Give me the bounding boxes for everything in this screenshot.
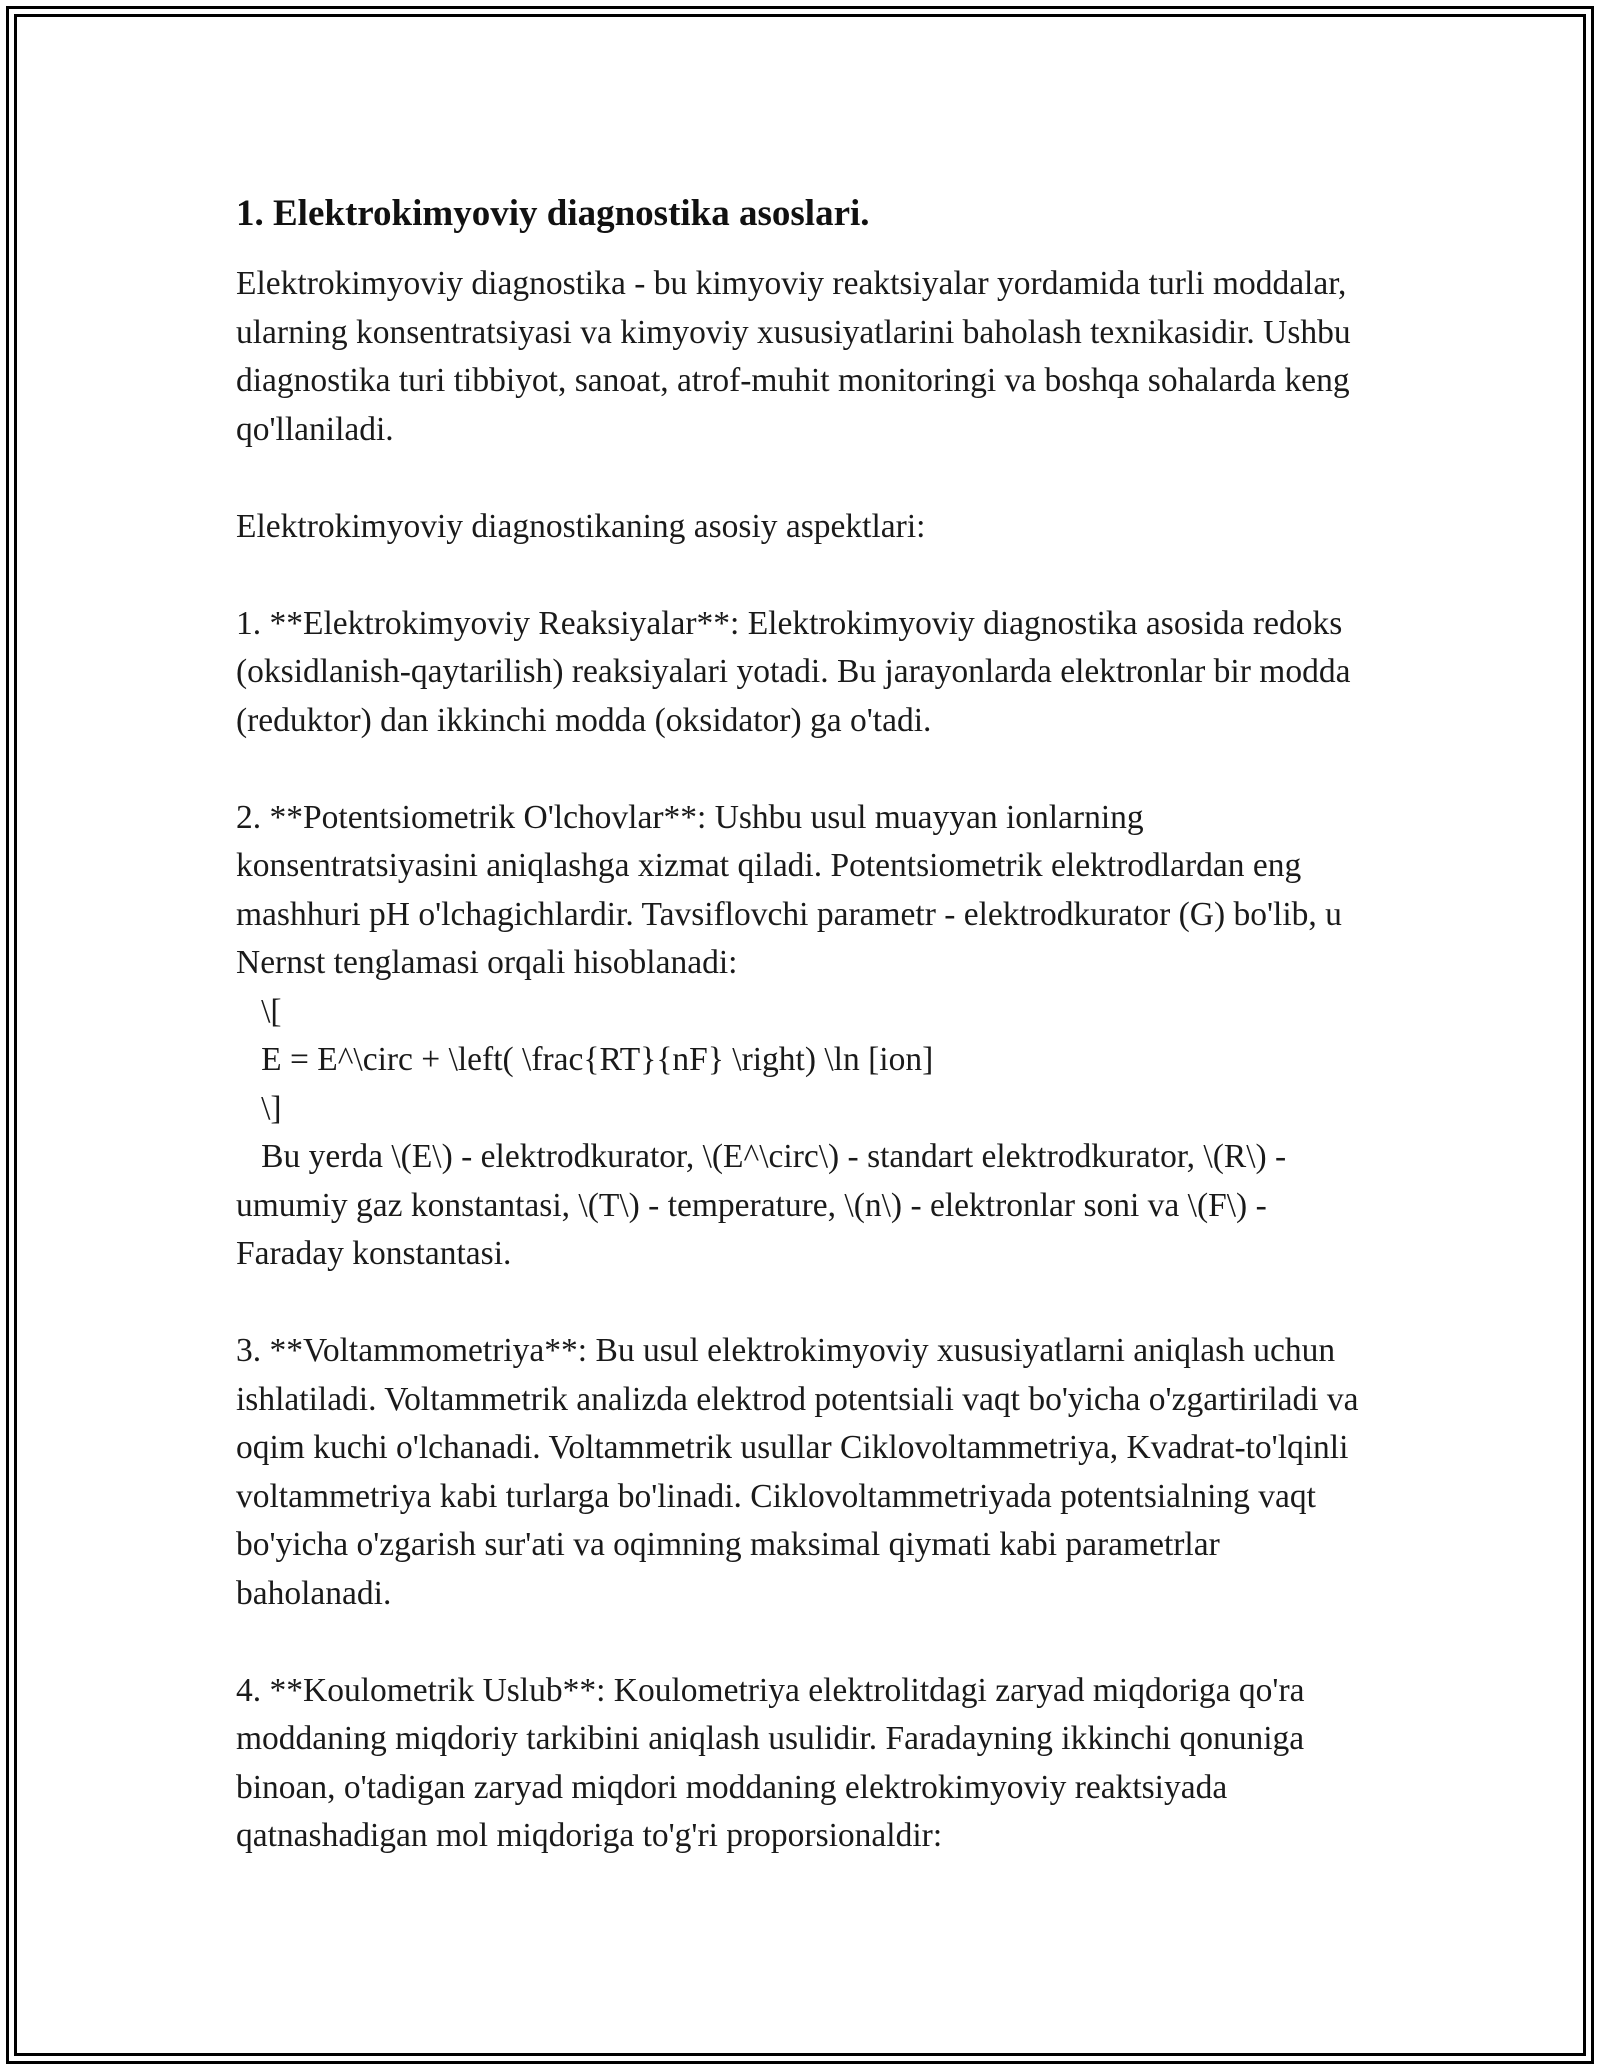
paragraph-gap — [236, 745, 1376, 794]
paragraph-gap — [236, 454, 1376, 503]
list-item-voltammetry: 3. **Voltammometriya**: Bu usul elektrokimyoviy xususiyatlarni aniqlash uchun ishlatiladi. Voltammetrik analizda elektrod potentsiali vaqt bo'yicha o'zgartiriladi va oqim kuchi o'lchanadi. Voltammetrik usullar Ciklovoltammetriya, Kvadrat-to'lqinli voltammetriya kabi turlarga bo'linadi. Ciklovoltammetriyada potentsialning vaqt bo'yicha o'zgarish sur'ati va oqimning maksimal qiymati kabi parametrlar baholanadi. — [236, 1332, 1367, 1612]
nernst-formula: E = E^\circ + \left( \frac{RT}{nF} \right) \ln [ion] — [236, 1041, 934, 1078]
aspects-title: Elektrokimyoviy diagnostikaning asosiy aspektlari: — [236, 507, 926, 545]
formula-note: Bu yerda \(E\) - elektrodkurator, \(E^\circ\) - standart elektrodkurator, \(R\) - umumiy gaz konstantasi, \(T\) - temperature, \(n\) - elektronlar soni va \(F\) - Faraday konstantasi. — [236, 1138, 1295, 1272]
formula-open: \[ — [236, 992, 282, 1030]
intro-paragraph: Elektrokimyoviy diagnostika - bu kimyoviy reaktsiyalar yordamida turli moddalar, ularning konsentratsiyasi va kimyoviy xususiyatlarini baholash texnikasidir. Ushbu diagnostika turi tibbiyot, sanoat, atrof-muhit monitoringi va boshqa sohalarda keng qo'llaniladi. — [236, 265, 1360, 448]
list-item-reactions: 1. **Elektrokimyoviy Reaksiyalar**: Elektrokimyoviy diagnostika asosida redoks (oksidlanish-qaytarilish) reaksiyalari yotadi. Bu jarayonlarda elektronlar bir modda (reduktor) dan ikkinchi modda (oksidator) ga o'tadi. — [236, 604, 1359, 739]
section-heading: 1. Elektrokimyoviy diagnostika asoslari. — [236, 193, 870, 234]
formula-close: \] — [236, 1089, 282, 1127]
list-item-potentiometric: 2. **Potentsiometrik O'lchovlar**: Ushbu usul muayyan ionlarning konsentratsiyasini aniqlashga xizmat qiladi. Potentsiometrik elektrodlardan eng mashhuri pH o'lchagichlardir. Tavsiflovchi parametr - elektrodkurator (G) bo'lib, u Nernst tenglamasi orqali hisoblanadi: — [236, 798, 1351, 981]
list-item-coulometric: 4. **Koulometrik Uslub**: Koulometriya elektrolitdagi zaryad miqdoriga qo'ra moddaning miqdoriy tarkibini aniqlash usulidir. Faradayning ikkinchi qonuniga binoan, o'tadigan zaryad miqdori moddaning elektrokimyoviy reaktsiyada qatnashadigan mol miqdoriga to'g'ri proporsionaldir: — [236, 1671, 1313, 1854]
paragraph-gap — [236, 551, 1376, 600]
paragraph-gap — [236, 1279, 1376, 1328]
document-body — [236, 190, 1376, 1861]
paragraph-gap — [236, 1618, 1376, 1667]
